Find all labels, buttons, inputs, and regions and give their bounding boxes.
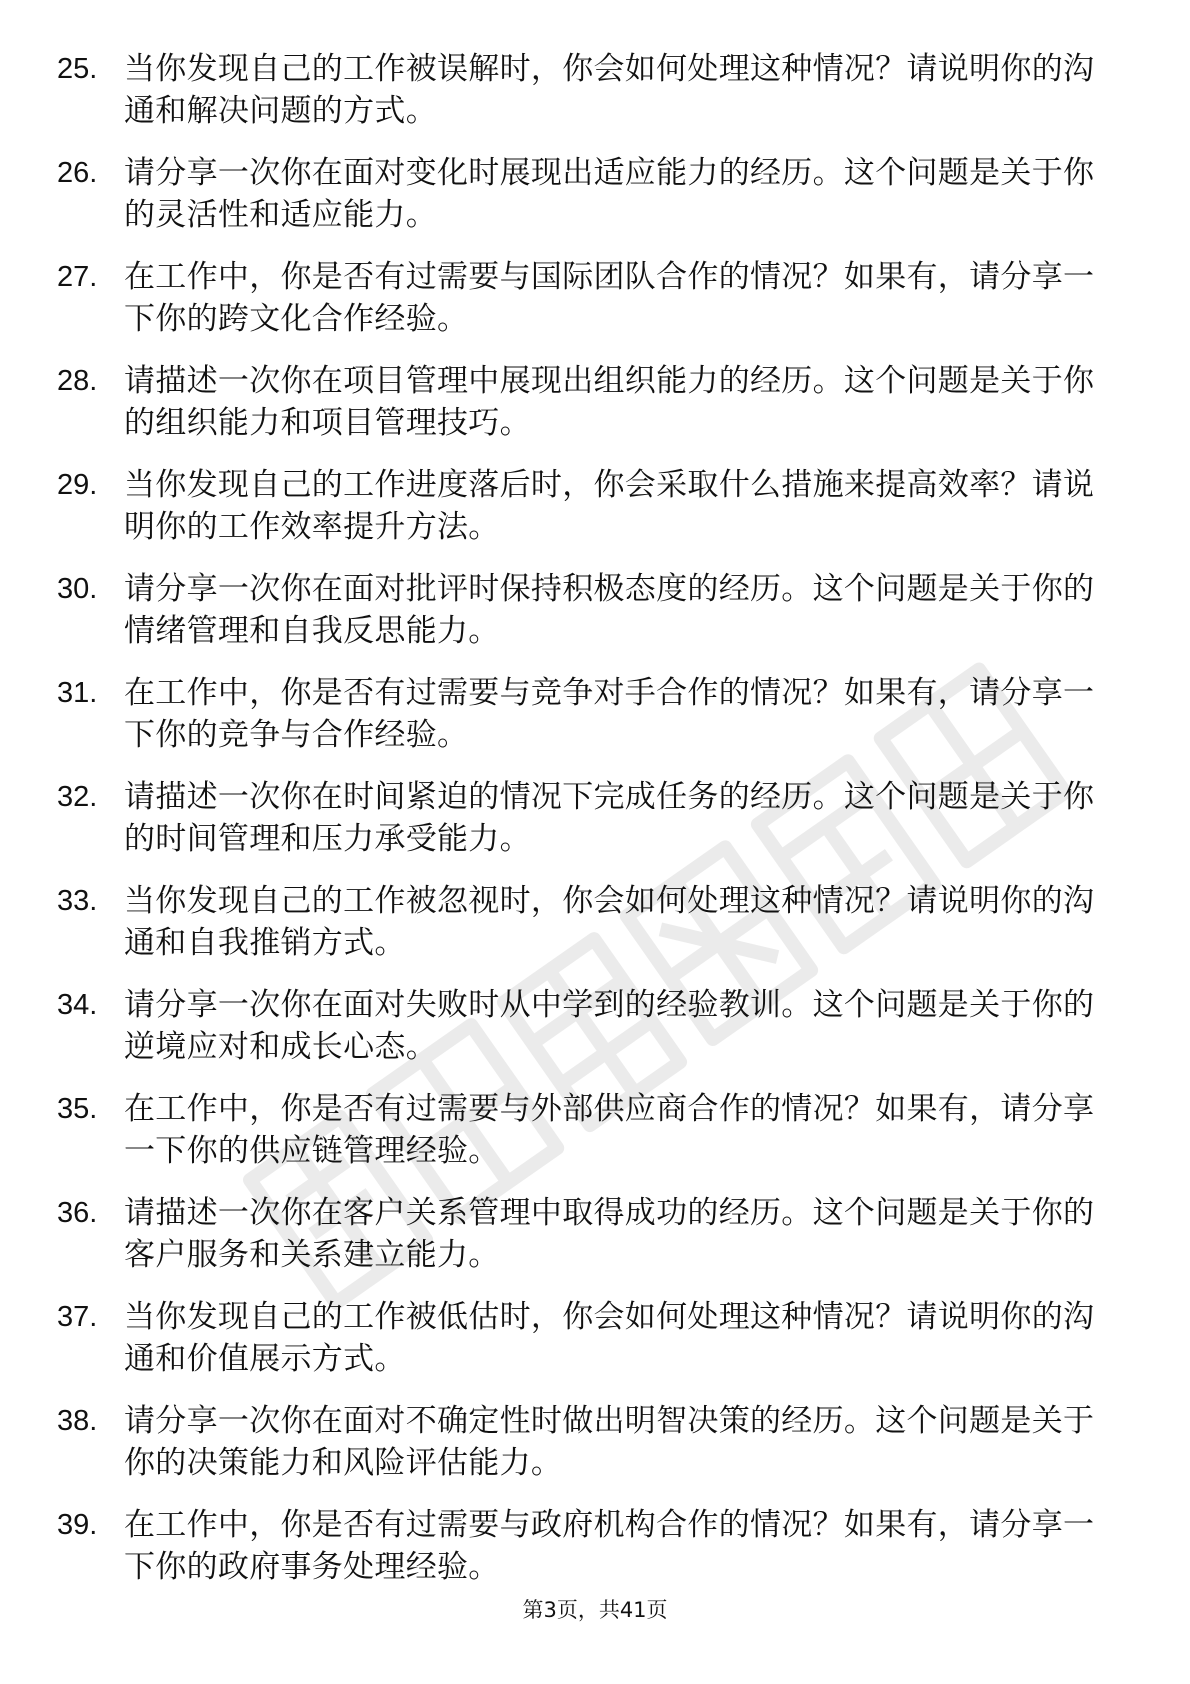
question-number: 39. [57,1509,98,1541]
question-text: 当你发现自己的工作被忽视时，你会如何处理这种情况？请说明你的沟通和自我推销方式。 [124,883,1095,961]
question-number: 36. [57,1197,98,1229]
question-text: 请分享一次你在面对失败时从中学到的经验教训。这个问题是关于你的逆境应对和成长心态。 [124,987,1095,1065]
question-text: 请描述一次你在时间紧迫的情况下完成任务的经历。这个问题是关于你的时间管理和压力承受能力。 [124,779,1095,857]
list-item [57,360,1137,444]
question-number: 34. [57,989,98,1021]
list-item [57,880,1137,964]
page-footer [0,1594,1190,1624]
question-number: 37. [57,1301,98,1333]
list-item [57,464,1137,548]
question-text: 在工作中，你是否有过需要与国际团队合作的情况？如果有，请分享一下你的跨文化合作经验。 [124,259,1095,337]
list-item [57,48,1137,132]
question-number: 33. [57,885,98,917]
question-number: 26. [57,157,98,189]
list-item [57,568,1137,652]
question-text: 请分享一次你在面对变化时展现出适应能力的经历。这个问题是关于你的灵活性和适应能力。 [124,155,1095,233]
list-item [57,256,1137,340]
question-number: 28. [57,365,98,397]
question-number: 35. [57,1093,98,1125]
question-list [57,48,1137,1608]
question-number: 30. [57,573,98,605]
question-number: 27. [57,261,98,293]
list-item [57,672,1137,756]
question-text: 当你发现自己的工作被低估时，你会如何处理这种情况？请说明你的沟通和价值展示方式。 [124,1299,1095,1377]
list-item [57,984,1137,1068]
question-number: 32. [57,781,98,813]
question-number: 29. [57,469,98,501]
list-item [57,1504,1137,1588]
question-text: 在工作中，你是否有过需要与外部供应商合作的情况？如果有，请分享一下你的供应链管理经验。 [124,1091,1095,1169]
list-item [57,1088,1137,1172]
question-text: 当你发现自己的工作被误解时，你会如何处理这种情况？请说明你的沟通和解决问题的方式。 [124,51,1095,129]
question-text: 请描述一次你在客户关系管理中取得成功的经历。这个问题是关于你的客户服务和关系建立能力。 [124,1195,1095,1273]
list-item [57,776,1137,860]
question-number: 38. [57,1405,98,1437]
question-text: 请分享一次你在面对批评时保持积极态度的经历。这个问题是关于你的情绪管理和自我反思能力。 [124,571,1095,649]
list-item [57,1400,1137,1484]
question-text: 当你发现自己的工作进度落后时，你会采取什么措施来提高效率？请说明你的工作效率提升方法。 [124,467,1095,545]
question-number: 31. [57,677,98,709]
question-text: 在工作中，你是否有过需要与竞争对手合作的情况？如果有，请分享一下你的竞争与合作经验。 [124,675,1095,753]
page-number: 第3页，共41页 [522,1598,668,1622]
list-item [57,1192,1137,1276]
question-text: 请描述一次你在项目管理中展现出组织能力的经历。这个问题是关于你的组织能力和项目管理技巧。 [124,363,1095,441]
question-text: 在工作中，你是否有过需要与政府机构合作的情况？如果有，请分享一下你的政府事务处理经验。 [124,1507,1095,1585]
list-item [57,152,1137,236]
question-number: 25. [57,53,98,85]
list-item [57,1296,1137,1380]
question-text: 请分享一次你在面对不确定性时做出明智决策的经历。这个问题是关于你的决策能力和风险评估能力。 [124,1403,1095,1481]
